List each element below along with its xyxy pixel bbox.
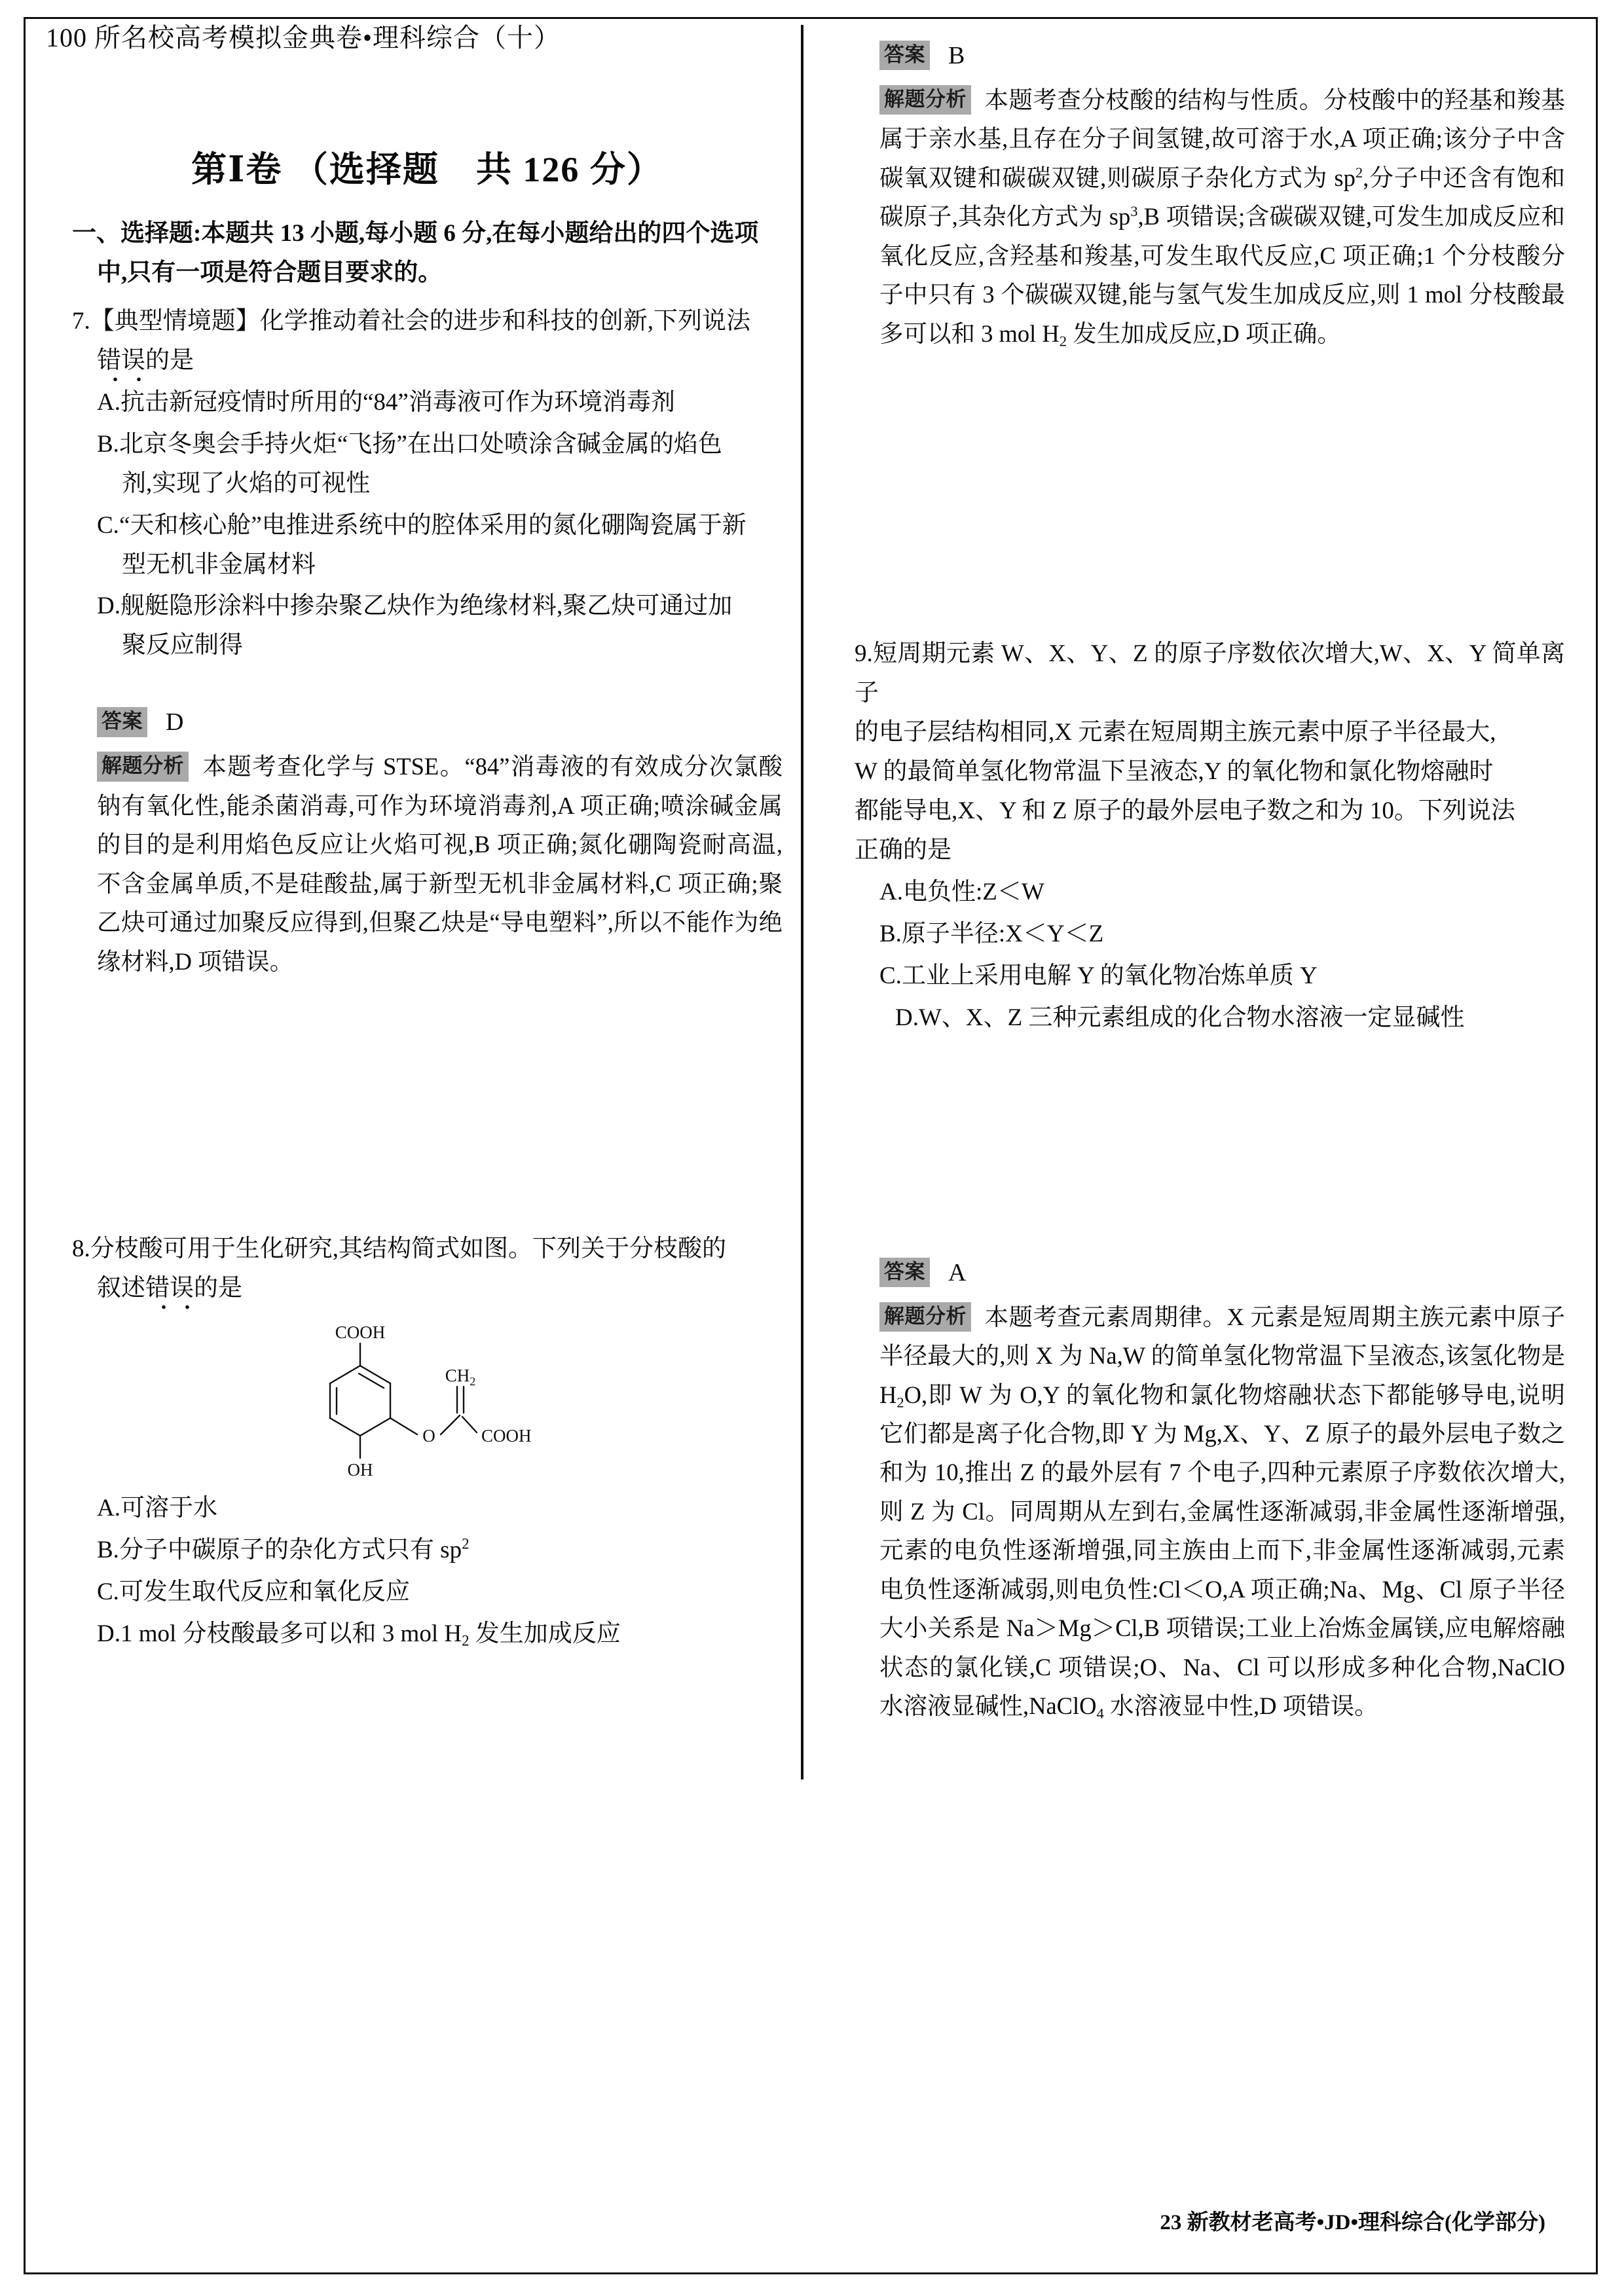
option-text-line-2: 聚反应制得 [122,632,243,659]
question-7-stem-prefix: 【典型情境题】化学推动着社会的进步和科技的创新,下列说法 [90,307,750,335]
question-8-stem [72,1230,783,1308]
analysis-subscript-3: 2 [1059,333,1067,350]
answer-value: B [948,42,965,69]
option-subscript: 2 [462,1632,470,1649]
question-7-option-d [72,587,783,665]
option-text-line-2: 型无机非金属材料 [122,551,316,578]
document-header: 100 所名校高考模拟金典卷•理科综合（十） [46,23,561,52]
option-text: “天和核心舱”电推进系统中的腔体采用的氮化硼陶瓷属于新 [119,511,747,539]
instructions [72,214,783,293]
option-label: D. [97,592,120,620]
column-divider [801,25,803,1779]
page-footer: 23 新教材老高考•JD•理科综合(化学部分) [1160,2211,1545,2234]
question-7-option-a [72,383,783,422]
left-column [72,98,783,1654]
option-label: C. [97,1578,119,1605]
option-text: 原子半径:X＜Y＜Z [901,920,1104,947]
analysis-tag: 解题分析 [879,85,971,115]
question-9-answer-block [855,1254,1565,1726]
analysis-text-part-1: 本题考查元素周期律。X 元素是短周期主族元素中原子半径最大的,则 X 为 Na,W 的简单氢化物常温下呈液态,该氢化物是 H [879,1303,1565,1408]
analysis-tag: 解题分析 [879,1302,971,1332]
question-7-answer-block [72,703,783,981]
option-text: 分子中碳原子的杂化方式只有 sp [119,1536,462,1563]
analysis-tag: 解题分析 [97,752,189,781]
chorismic-acid-structure [287,1319,568,1482]
question-7-option-b [72,425,783,503]
question-9-number: 9. [855,640,873,668]
question-9-option-a [855,873,1565,912]
option-text: 电负性:Z＜W [902,878,1044,905]
option-text: 抗击新冠疫情时所用的“84”消毒液可作为环境消毒剂 [120,388,675,416]
option-text: W、X、Z 三种元素组成的化合物水溶液一定显碱性 [918,1004,1465,1031]
analysis-text-part-2: O,即 W 为 O,Y 的氧化物和氯化物熔融状态下都能够导电,说明它们都是离子化合物,即 Y 为 Mg,X、Y、Z 原子的最外层电子数之和为 10,推出 Z 的最外层有 7 个电子,四种元素原子序数依次增大,则 Z 为 Cl。同周期从左到右,金属性逐渐减弱,非金属性逐渐增强,元素的电负性逐渐增强,同主族由上而下,非金属性逐渐减弱,元素电负性逐渐减弱,则电负性:Cl＜O,A 项正确;Na、Mg、Cl 原子半径大小关系是 Na＞Mg＞Cl,B 项错误;工业上冶炼金属镁,应电解熔融状态的氯化镁,C 项错误;O、Na、Cl 可以形成多种化合物,NaClO 水溶液显碱性,NaClO [879,1381,1565,1720]
question-8-option-a [72,1489,783,1528]
option-text: 可发生取代反应和氧化反应 [119,1578,410,1605]
structure-svg [287,1319,568,1482]
question-9-option-d [855,998,1565,1038]
answer-value: D [166,708,184,737]
option-label: B. [879,920,902,947]
option-label: D. [97,1620,120,1647]
question-9-analysis [855,1298,1565,1726]
label-oh: OH [347,1459,373,1480]
option-label: A. [97,388,120,416]
option-text: 可溶于水 [120,1494,217,1522]
option-text: 工业上采用电解 Y 的氧化物冶炼单质 Y [901,962,1318,989]
analysis-text-part-3: 水溶液显中性,D 项错误。 [1103,1692,1378,1720]
analysis-text: 本题考查化学与 STSE。“84”消毒液的有效成分次氯酸钠有氧化性,能杀菌消毒,可作为环境消毒剂,A 项正确;喷涂碱金属的目的是利用焰色反应让火焰可视,B 项正确;氮化硼陶瓷耐高温,不含金属单质,不是硅酸盐,属于新型无机非金属材料,C 项正确;聚乙炔可通过加聚反应得到,但聚乙炔是“导电塑料”,所以不能作为绝缘材料,D 项错误。 [97,753,783,975]
structure-labels [335,1322,531,1480]
question-8-stem-prefix: 叙述 [97,1275,145,1302]
question-8-option-c [72,1573,783,1612]
question-7-stem-suffix: 的是 [145,346,194,374]
question-9-option-c [855,957,1565,996]
label-ch2: $CH_2$ [445,1365,475,1388]
question-8-analysis [855,81,1565,353]
chorismic-acid-structure-figure [72,1319,783,1482]
question-8-stem-line-2 [72,1269,783,1308]
question-8-stem-suffix: 的是 [194,1275,242,1302]
option-label: A. [97,1494,120,1522]
question-7-emphasis: 错误 [97,346,145,374]
question-8-option-d [72,1614,783,1654]
question-7-stem-line-2 [72,341,783,380]
question-7-option-c [72,506,783,585]
option-label: B. [97,1536,119,1563]
label-cooh-right: COOH [481,1425,532,1446]
question-9-stem-line-4: 都能导电,X、Y 和 Z 原子的最外层电子数之和为 10。下列说法 [855,797,1515,825]
question-8-emphasis: 错误 [145,1275,194,1302]
option-text-line-2: 剂,实现了火焰的可视性 [122,469,371,497]
option-label: B. [97,430,119,458]
question-8-option-b [72,1531,783,1570]
option-text: 舰艇隐形涂料中掺杂聚乙炔作为绝缘材料,聚乙炔可通过加 [120,592,733,620]
analysis-text-part-2: ,分子中还含有饱和碳原子,其杂化方式为 sp [879,164,1565,230]
question-9-option-b [855,915,1565,954]
answer-value: A [948,1258,967,1286]
answer-tag: 答案 [879,41,930,70]
question-9-stem [855,634,1565,870]
question-9-stem-line-2: 的电子层结构相同,X 元素在短周期主族元素中原子半径最大, [855,719,1496,746]
analysis-subscript-2: 4 [1096,1705,1104,1722]
option-label: C. [879,962,902,989]
option-label: A. [879,878,903,905]
question-9-stem-line-3: W 的最简单氢化物常温下呈液态,Y 的氧化物和氯化物熔融时 [855,758,1494,786]
analysis-text-part-1: 本题考查分枝酸的结构与性质。分枝酸中的羟基和羧基属于亲水基,且存在分子间氢键,故可溶于水,A 项正确;该分子中含碳氧双键和碳碳双键,则碳原子杂化方式为 sp [879,86,1565,191]
instructions-line-2: 中,只有一项是符合题目要求的。 [97,259,443,286]
question-8-stem-line-1: 分枝酸可用于生化研究,其结构简式如图。下列关于分枝酸的 [90,1235,726,1263]
question-9-stem-line-1: 短周期元素 W、X、Y、Z 的原子序数依次增大,W、X、Y 简单离子 [855,640,1565,707]
label-cooh-top: COOH [335,1322,385,1342]
option-label: D. [895,1004,919,1031]
question-9-stem-line-5: 正确的是 [855,836,951,864]
analysis-text-part-4: 发生加成反应,D 项正确。 [1067,319,1341,347]
question-7-answer [72,703,783,742]
right-column [855,37,1565,1726]
analysis-text-part-3: ,B 项错误;含碳碳双键,可发生加成反应和氧化反应,含羟基和羧基,可发生取代反应,C 项正确;1 个分枝酸分子中只有 3 个碳碳双键,能与氢气发生加成反应,则 1 mol 分枝酸最多可以和 3 mol H [879,203,1565,347]
instructions-line-1: 一、选择题:本题共 13 小题,每小题 6 分,在每小题给出的四个选项 [72,220,759,247]
option-text: 北京冬奥会手持火炬“飞扬”在出口处喷涂含碱金属的焰色 [119,430,722,458]
option-text: 1 mol 分枝酸最多可以和 3 mol H [120,1620,462,1647]
answer-tag: 答案 [879,1258,930,1287]
analysis-superscript-2: 3 [1130,203,1138,220]
question-9-answer [855,1254,1565,1292]
question-7-number: 7. [72,307,90,335]
question-7-stem [72,302,783,380]
section-title: 第Ⅰ卷 （选择题 共 126 分） [191,150,663,189]
analysis-subscript-1: 2 [896,1393,904,1410]
analysis-superscript-1: 2 [1355,164,1363,181]
option-text-tail: 发生加成反应 [469,1620,621,1647]
question-7-analysis [72,747,783,981]
option-label: C. [97,511,119,539]
answer-tag: 答案 [97,707,147,737]
label-o-ether: O [422,1425,435,1446]
option-superscript: 2 [462,1535,470,1552]
question-8-answer [855,37,1565,75]
question-8-answer-block [855,37,1565,353]
question-8-number: 8. [72,1235,90,1263]
